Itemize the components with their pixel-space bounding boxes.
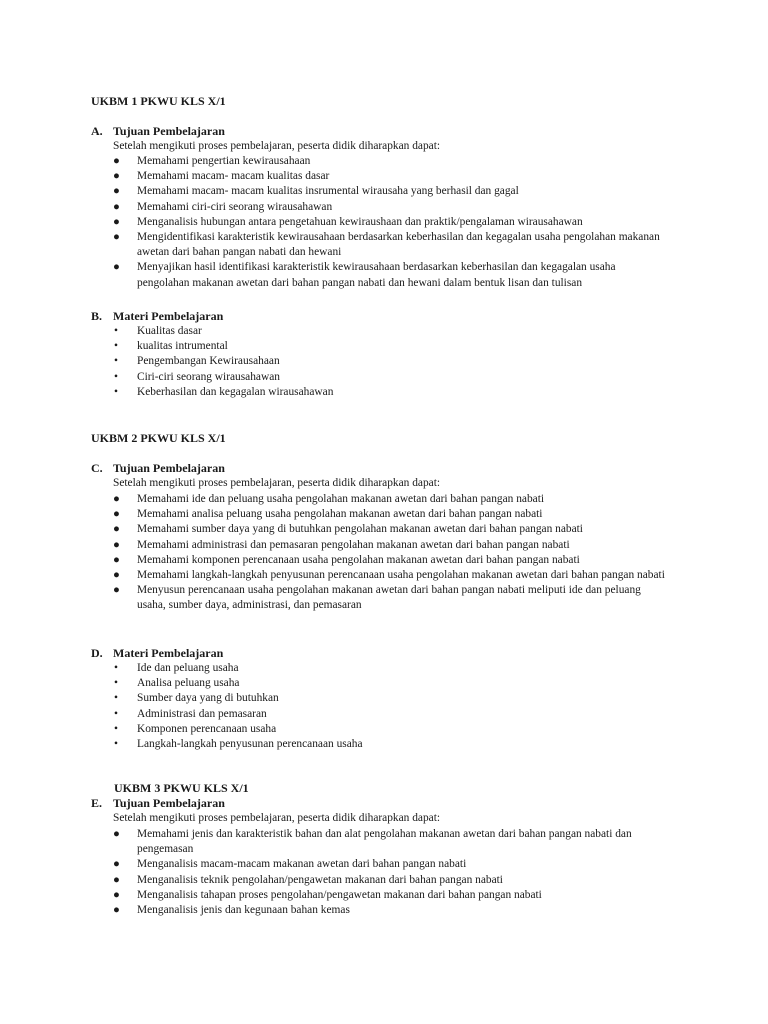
part-heading-text: Tujuan Pembelajaran xyxy=(113,461,225,475)
list-item: ● Memahami jenis dan karakteristik bahan dan alat pengolahan makanan awetan dari bahan pangan nabati dan pengemasan xyxy=(113,828,632,856)
part-heading-text: Materi Pembelajaran xyxy=(113,646,224,660)
bullet-icon: ● xyxy=(113,185,120,198)
bullet-icon: ● xyxy=(113,170,120,183)
bullet-list xyxy=(0,324,768,400)
bullet-icon: • xyxy=(114,355,118,368)
part-heading-text: Materi Pembelajaran xyxy=(113,309,224,323)
part-letter: D. xyxy=(91,646,103,660)
bullet-icon: • xyxy=(114,707,118,720)
bullet-icon: ● xyxy=(113,828,120,840)
part-letter: E. xyxy=(91,796,103,810)
bullet-icon: ● xyxy=(113,873,120,886)
part-intro: Setelah mengikuti proses pembelajaran, peserta didik diharapkan dapat: xyxy=(113,477,441,489)
list-item: ● Menganalisis macam-macam makanan awetan dari bahan pangan nabati xyxy=(0,857,667,872)
bullet-icon: ● xyxy=(113,155,120,167)
list-item: • Keberhasilan dan kegagalan wirausahawan xyxy=(0,385,667,400)
bullet-icon: ● xyxy=(113,904,120,917)
bullet-icon: ● xyxy=(113,584,120,597)
list-item: ● Memahami pengertian kewirausahaan xyxy=(0,154,667,169)
list-item: ● Menganalisis hubungan antara pengetahuan kewiraushaan dan praktik/pengalaman wirausahawan xyxy=(0,215,667,230)
bullet-icon: • xyxy=(114,370,118,383)
bullet-icon: ● xyxy=(113,888,120,901)
list-item: ● Memahami ide dan peluang usaha pengolahan makanan awetan dari bahan pangan nabati xyxy=(0,492,667,507)
bullet-icon: ● xyxy=(113,553,120,566)
list-item: ● Memahami ciri-ciri seorang wirausahawan xyxy=(0,200,667,215)
list-item: ● Menyajikan hasil identifikasi karakteristik kewirausahaan berdasarkan keberhasilan dan kegagalan usaha pengolahan makanan awetan dari bahan pangan nabati dan hewani dalam bentuk lisan dan tulisan xyxy=(113,261,616,289)
part-heading xyxy=(91,124,225,139)
section-title: UKBM 3 PKWU KLS X/1 xyxy=(114,781,249,795)
part-heading xyxy=(91,309,223,324)
bullet-icon: • xyxy=(114,385,118,398)
list-item: ● Memahami macam- macam kualitas dasar xyxy=(0,169,667,184)
list-item: ● Memahami langkah-langkah penyusunan perencanaan usaha pengolahan makanan awetan dari bahan pangan nabati xyxy=(0,568,667,583)
part-heading xyxy=(91,796,225,811)
list-item: ● Memahami komponen perencanaan usaha pengolahan makanan awetan dari bahan pangan nabati xyxy=(0,553,667,568)
bullet-icon: ● xyxy=(113,538,120,551)
part-heading xyxy=(91,646,223,661)
list-item: • Langkah-langkah penyusunan perencanaan usaha xyxy=(0,737,667,752)
bullet-icon: • xyxy=(114,662,118,674)
part-heading xyxy=(91,461,225,476)
list-item: • Kualitas dasar xyxy=(0,324,667,339)
bullet-list xyxy=(0,661,768,752)
list-item: ● Memahami analisa peluang usaha pengolahan makanan awetan dari bahan pangan nabati xyxy=(0,507,667,522)
list-item: • Analisa peluang usaha xyxy=(0,676,667,691)
bullet-icon: ● xyxy=(113,569,120,582)
bullet-list xyxy=(0,492,768,614)
bullet-icon: ● xyxy=(113,231,120,244)
bullet-icon: ● xyxy=(113,200,120,213)
bullet-icon: ● xyxy=(113,858,120,871)
bullet-icon: • xyxy=(114,738,118,751)
bullet-list xyxy=(0,154,768,291)
bullet-icon: • xyxy=(114,677,118,690)
bullet-icon: • xyxy=(114,692,118,705)
part-heading-text: Tujuan Pembelajaran xyxy=(113,796,225,810)
list-item: • Administrasi dan pemasaran xyxy=(0,707,667,722)
list-item: ● Menganalisis teknik pengolahan/pengawetan makanan dari bahan pangan nabati xyxy=(0,873,667,888)
list-item: • Komponen perencanaan usaha xyxy=(0,722,667,737)
list-item: • Ide dan peluang usaha xyxy=(0,661,667,676)
list-item: • Pengembangan Kewirausahaan xyxy=(0,354,667,369)
list-item: • kualitas intrumental xyxy=(0,339,667,354)
bullet-icon: ● xyxy=(113,215,120,228)
bullet-icon: ● xyxy=(113,508,120,521)
list-item: ● Memahami macam- macam kualitas insrumental wirausaha yang berhasil dan gagal xyxy=(0,184,667,199)
bullet-icon: • xyxy=(114,340,118,353)
list-item: ● Memahami sumber daya yang di butuhkan pengolahan makanan awetan dari bahan pangan nabati xyxy=(0,522,667,537)
list-item: ● Menganalisis tahapan proses pengolahan/pengawetan makanan dari bahan pangan nabati xyxy=(0,888,667,903)
bullet-icon: • xyxy=(114,325,118,337)
bullet-icon: ● xyxy=(113,523,120,536)
bullet-icon: • xyxy=(114,722,118,735)
section-title: UKBM 1 PKWU KLS X/1 xyxy=(91,94,226,108)
part-letter: B. xyxy=(91,309,103,323)
bullet-icon: ● xyxy=(113,261,120,274)
list-item: ● Menganalisis jenis dan kegunaan bahan kemas xyxy=(0,903,667,918)
part-letter: A. xyxy=(91,124,103,138)
part-letter: C. xyxy=(91,461,103,475)
bullet-list xyxy=(0,827,768,918)
part-intro: Setelah mengikuti proses pembelajaran, peserta didik diharapkan dapat: xyxy=(113,140,441,152)
list-item: ● Mengidentifikasi karakteristik kewirausahaan berdasarkan keberhasilan dan kegagalan usaha pengolahan makanan awetan dari bahan pangan nabati dan hewani xyxy=(113,231,660,259)
part-intro: Setelah mengikuti proses pembelajaran, peserta didik diharapkan dapat: xyxy=(113,812,441,824)
list-item: • Ciri-ciri seorang wirausahawan xyxy=(0,370,667,385)
section-title: UKBM 2 PKWU KLS X/1 xyxy=(91,431,226,445)
bullet-icon: ● xyxy=(113,493,120,505)
part-heading-text: Tujuan Pembelajaran xyxy=(113,124,225,138)
list-item: ● Memahami administrasi dan pemasaran pengolahan makanan awetan dari bahan pangan nabati xyxy=(0,538,667,553)
list-item: • Sumber daya yang di butuhkan xyxy=(0,691,667,706)
list-item: ● Menyusun perencanaan usaha pengolahan makanan awetan dari bahan pangan nabati meliputi ide dan peluang usaha, sumber daya, administrasi, dan pemasaran xyxy=(113,584,641,612)
